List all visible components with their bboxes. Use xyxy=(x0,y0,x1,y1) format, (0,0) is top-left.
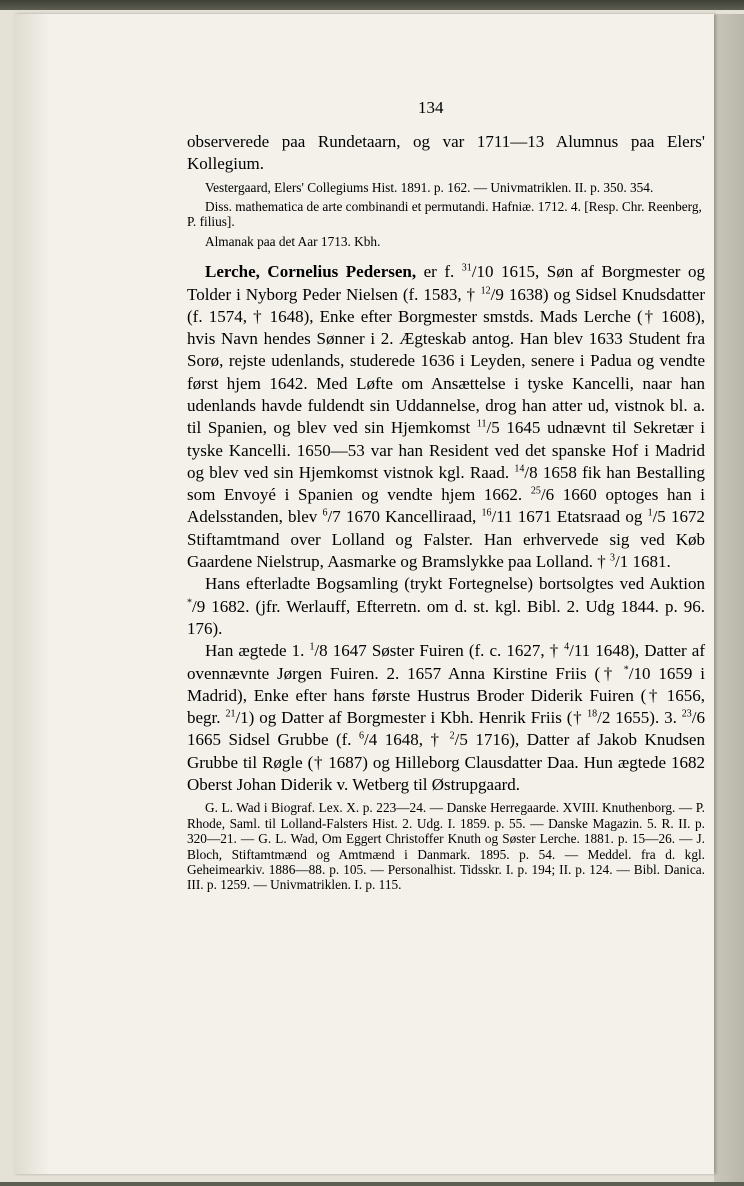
date-superscript: 4 xyxy=(564,641,570,653)
date-superscript: 1 xyxy=(309,641,315,653)
date-superscript: 23 xyxy=(681,708,692,720)
page-body xyxy=(187,131,705,893)
date-superscript: 6 xyxy=(322,507,328,519)
date-superscript: 14 xyxy=(514,463,525,475)
date-superscript: 31 xyxy=(461,262,472,274)
date-superscript: * xyxy=(623,663,629,675)
reference-line: Almanak paa det Aar 1713. Kbh. xyxy=(205,233,381,249)
entry-continuation: observerede paa Rundetaarn, og var 1711—13 Alumnus paa Elers' Kollegium. xyxy=(187,132,705,174)
page-number: 134 xyxy=(418,98,444,117)
reference-line: Diss. mathematica de arte combinandi et permutandi. Hafniæ. 1712. 4. [Resp. Chr. Reenberg, P. filius]. xyxy=(187,199,702,230)
entry-name: Lerche, Cornelius Pedersen, xyxy=(205,262,417,282)
biography-paragraph: Lerche, Cornelius Pedersen, er f. $^{31}$/10 1615, Søn af Borgmester og Tolder i Nyborg Peder Nielsen (f. 1583, † $^{12}$/9 1638) og Sidsel Knudsdatter (f. 1574, † 1648), Enke efter Borgmester smstds. Mads Lerche († 1608), hvis Navn hendes Sønner i 2. Ægteskab antog. Han blev 1633 Student fra Sorø, rejste udenlands, studerede 1636 i Leyden, senere i Padua og vendte først hjem 1642. Med Løfte om Ansættelse i tyske Kancelli, naar han udenlands havde fuldendt sin Uddannelse, drog han atter ud, vistnok bl. a. til Spanien, og blev ved sin Hjemkomst $^{11}$/5 1645 udnævnt til Sekretær i tyske Kancelli. 1650—53 var han Resident ved det spanske Hof i Madrid og blev ved sin Hjemkomst vistnok kgl. Raad. $^{14}$/8 1658 fik han Bestalling som Envoyé i Spanien og vendte hjem 1662. $^{25}$/6 1660 optoges han i Adelsstanden, blev $^6$/7 1670 Kancelliraad, $^{16}$/11 1671 Etatsraad og $^1$/5 1672 Stiftamtmand over Lolland og Falster. Han erhvervede sig ved Køb Gaardene Nielstrup, Aasmarke og Bramslykke paa Lolland. † $^3$/1 1681. xyxy=(187,262,706,572)
date-superscript: 16 xyxy=(481,507,492,519)
date-superscript: 11 xyxy=(476,418,487,430)
date-superscript: 18 xyxy=(587,708,598,720)
library-paragraph: Hans efterladte Bogsamling (trykt Fortegnelse) bortsolgtes ved Auktion */9 1682. (jfr. Werlauff, Efterretn. om d. st. kgl. Bibl. 2. Udg 1844. p. 96. 176). xyxy=(187,574,705,638)
date-superscript: 3 xyxy=(609,552,615,564)
date-superscript: 6 xyxy=(359,730,365,742)
date-superscript: 1 xyxy=(647,507,653,519)
underlying-page-edge xyxy=(714,14,744,1182)
references-block: G. L. Wad i Biograf. Lex. X. p. 223—24. — Danske Herregaarde. XVIII. Knuthenborg. — P. Rhode, Saml. til Lolland-Falsters Hist. 2. Udg. I. 1859. p. 55. — Danske Magazin. 5. R. II. p. 320—21. — G. L. Wad, Om Eggert Christoffer Knuth og Søster Lerche. 1881. p. 15—26. — J. Bloch, Stiftamtmænd og Amtmænd i Danmark. 1895. p. 54. — Meddel. fra d. kgl. Geheimearkiv. 1886—88. p. 105. — Personalhist. Tidsskr. I. p. 194; II. p. 124. — Bibl. Danica. III. p. 1259. — Univmatriklen. I. p. 115. xyxy=(187,800,705,893)
date-superscript: 25 xyxy=(530,485,541,497)
date-superscript: * xyxy=(187,597,192,609)
date-superscript: 21 xyxy=(225,708,236,720)
reference-line: Vestergaard, Elers' Collegiums Hist. 1891. p. 162. — Univmatriklen. II. p. 350. 354. xyxy=(205,179,654,195)
page-gutter-shadow xyxy=(14,14,50,1174)
marriage-paragraph: Han ægtede 1. $^1$/8 1647 Søster Fuiren (f. c. 1627, † $^4$/11 1648), Datter af ovennævnte Jørgen Fuiren. 2. 1657 Anna Kirstine Friis († */10 1659 i Madrid), Enke efter hans første Hustrus Broder Diderik Fuiren († 1656, begr. $^{21}$/1) og Datter af Borgmester i Kbh. Henrik Friis († $^{18}$/2 1655). 3. $^{23}$/6 1665 Sidsel Grubbe (f. $^6$/4 1648, † $^2$/5 1716), Datter af Jakob Knudsen Grubbe til Røgle († 1687) og Hilleborg Clausdatter Daa. Hun ægtede 1682 Oberst Johan Diderik v. Wetberg til Østrupgaard. xyxy=(187,641,706,795)
date-superscript: 12 xyxy=(480,284,491,296)
date-superscript: 2 xyxy=(449,730,455,742)
